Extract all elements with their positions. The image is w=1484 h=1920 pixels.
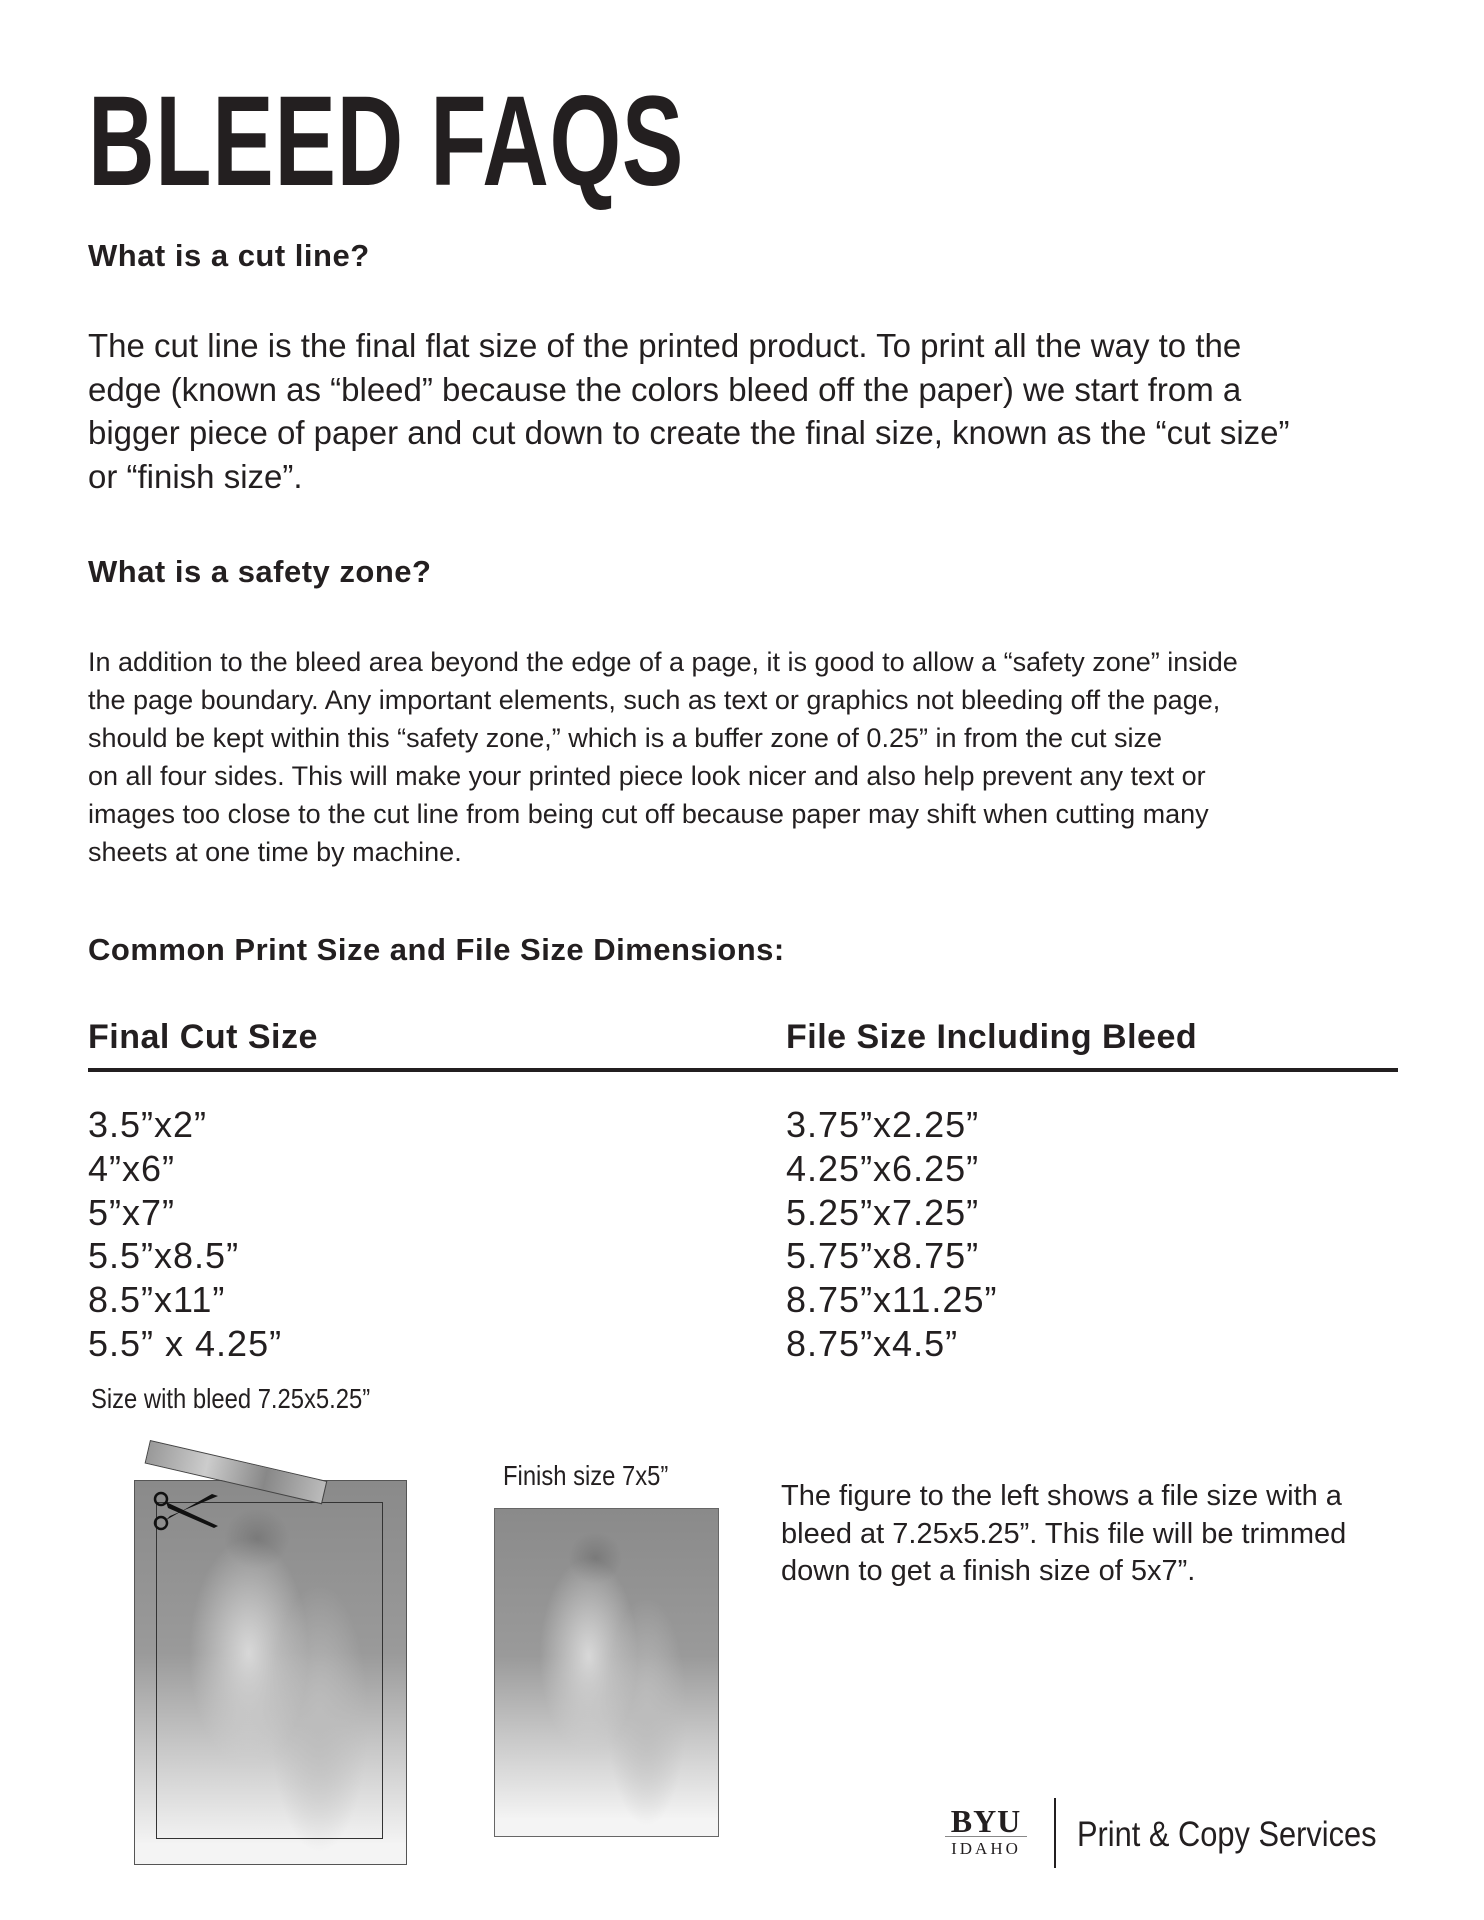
table-rule (88, 1068, 1398, 1072)
safety-zone-paragraph (88, 643, 1238, 871)
paragraph-line: on all four sides. This will make your printed piece look nicer and also help prevent any text or (88, 761, 1206, 791)
final-cut-column (88, 1103, 282, 1366)
heading-safety-zone: What is a safety zone? (88, 554, 432, 589)
file-size-column (786, 1103, 997, 1366)
paragraph-line: The cut line is the final flat size of the printed product. To print all the way to the (88, 327, 1242, 364)
finish-caption: Finish size 7x5” (503, 1460, 669, 1491)
paragraph-line: sheets at one time by machine. (88, 837, 462, 867)
table-cell: 5.75”x8.75” (786, 1235, 980, 1277)
table-cell: 5”x7” (88, 1191, 176, 1233)
figure-description (781, 1478, 1346, 1591)
description-line: The figure to the left shows a file size with a (781, 1480, 1342, 1512)
finish-photo (494, 1508, 719, 1837)
bleed-caption: Size with bleed 7.25x5.25” (91, 1383, 371, 1414)
column-header-file-size: File Size Including Bleed (786, 1018, 1198, 1056)
scissors-icon (152, 1490, 222, 1532)
department-name: Print & Copy Services (1077, 1815, 1377, 1854)
table-cell: 3.5”x2” (88, 1104, 208, 1145)
table-cell: 5.5” x 4.25” (88, 1322, 283, 1364)
table-cell: 4”x6” (88, 1147, 176, 1189)
paragraph-line: In addition to the bleed area beyond the edge of a page, it is good to allow a “safety zone” inside (88, 647, 1238, 677)
column-header-final-cut: Final Cut Size (88, 1018, 318, 1056)
table-cell: 3.75”x2.25” (786, 1104, 980, 1145)
table-cell: 8.75”x4.5” (786, 1322, 959, 1364)
paragraph-line: images too close to the cut line from being cut off because paper may shift when cutting many (88, 799, 1209, 829)
byu-idaho-logo (945, 1803, 1027, 1861)
paragraph-line: edge (known as “bleed” because the colors bleed off the paper) we start from a (88, 370, 1242, 408)
page-title: BLEED FAQS (88, 70, 685, 213)
table-cell: 5.25”x7.25” (786, 1191, 980, 1233)
paragraph-line: bigger piece of paper and cut down to create the final size, known as the “cut size” (88, 414, 1290, 451)
heading-cut-line: What is a cut line? (88, 238, 370, 273)
table-cell: 5.5”x8.5” (88, 1235, 240, 1277)
logo-idaho: IDAHO (951, 1839, 1021, 1858)
heading-dimensions: Common Print Size and File Size Dimensions: (88, 932, 785, 967)
table-cell: 4.25”x6.25” (786, 1147, 980, 1189)
table-cell: 8.5”x11” (88, 1279, 226, 1321)
paragraph-line: the page boundary. Any important elements, such as text or graphics not bleeding off the page, (88, 685, 1221, 715)
table-cell: 8.75”x11.25” (786, 1279, 998, 1321)
paragraph-line: should be kept within this “safety zone,” which is a buffer zone of 0.25” in from the cut size (88, 723, 1163, 753)
description-line: bleed at 7.25x5.25”. This file will be trimmed (781, 1517, 1347, 1550)
description-line: down to get a finish size of 5x7”. (781, 1555, 1196, 1587)
paragraph-line: or “finish size”. (88, 457, 303, 495)
cut-line-guide (156, 1502, 383, 1839)
logo-byu: BYU (945, 1806, 1027, 1837)
footer-divider (1054, 1798, 1056, 1868)
cut-line-paragraph (88, 324, 1408, 498)
